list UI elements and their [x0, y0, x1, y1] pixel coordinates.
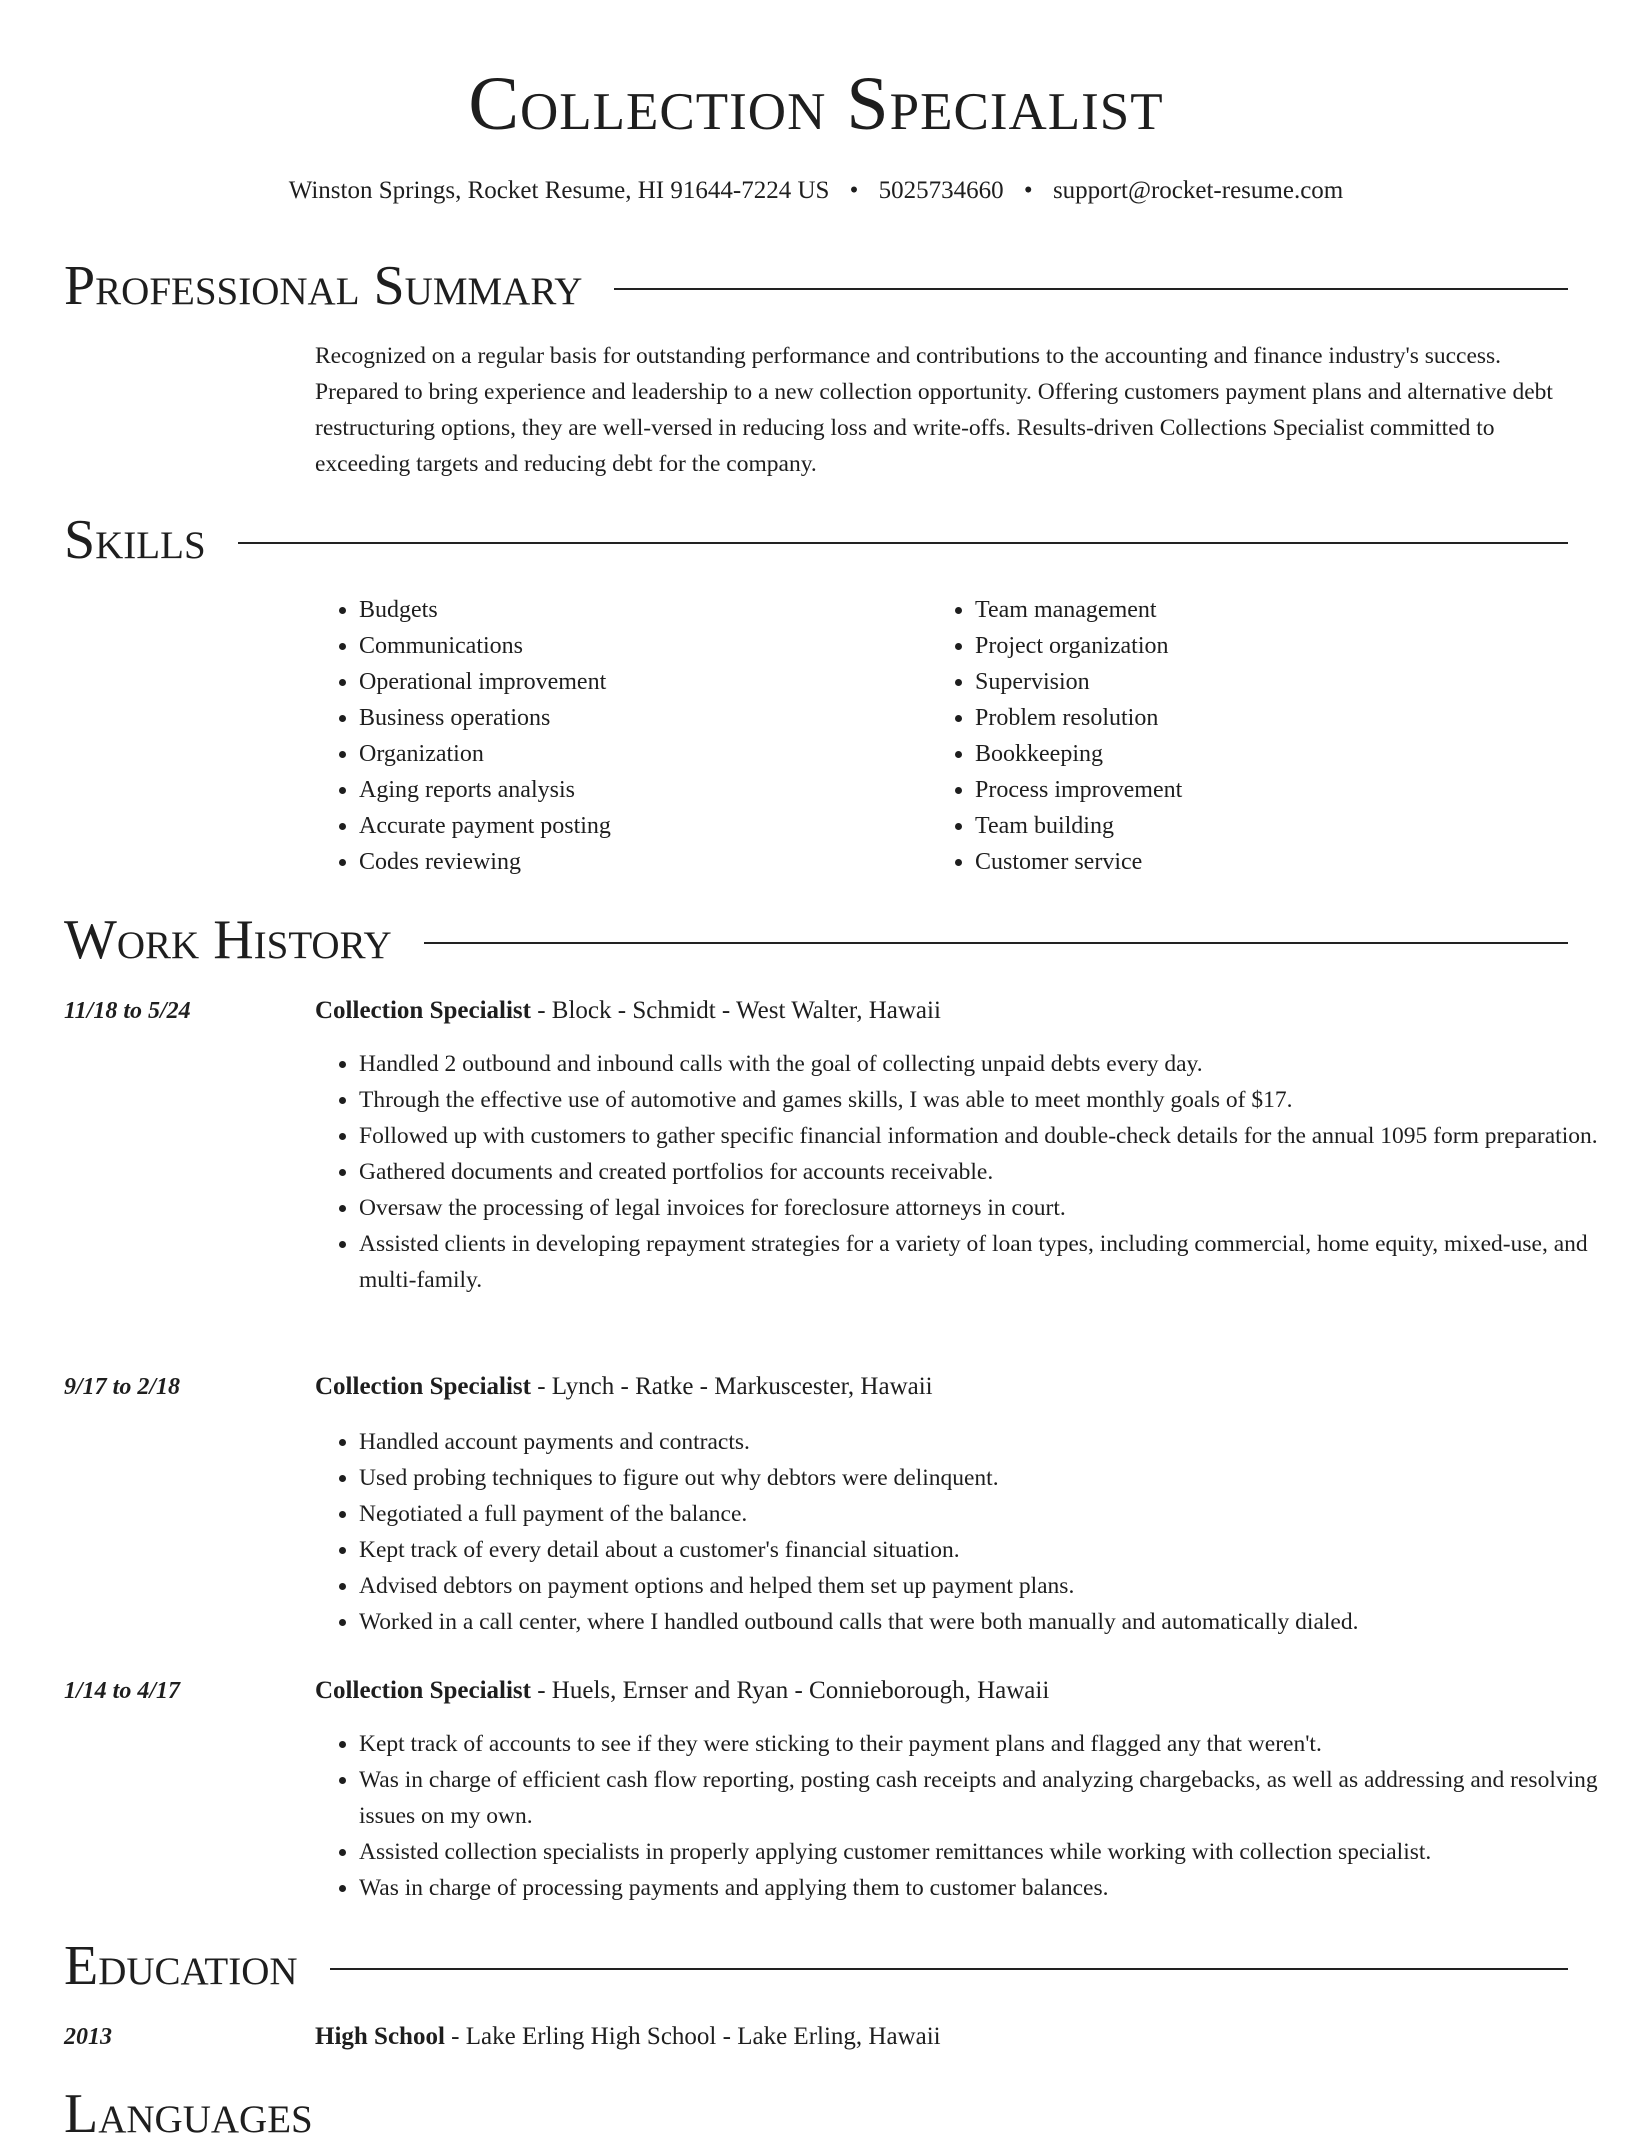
job-bullet: • Was in charge of processing payments and applying them to customer balances. — [359, 1870, 1619, 1906]
skill-item: • Customer service — [975, 844, 1182, 880]
work-section-title: Work History — [64, 909, 392, 971]
job-date: 11/18 to 5/24 — [64, 998, 191, 1024]
skill-item: • Communications — [359, 628, 611, 664]
education-degree: High School — [315, 2023, 445, 2050]
job-date: 9/17 to 2/18 — [64, 1374, 181, 1400]
skill-item: • Project organization — [975, 628, 1182, 664]
education-section-header — [64, 1934, 1568, 1998]
job-bullet: • Handled account payments and contracts. — [359, 1424, 1619, 1460]
job-bullet: • Oversaw the processing of legal invoices for foreclosure attorneys in court. — [359, 1190, 1619, 1226]
job-bullet: • Negotiated a full payment of the balance. — [359, 1496, 1619, 1532]
job-bullet-list — [315, 1046, 1619, 1298]
languages-section-title: Languages — [64, 2083, 313, 2145]
job-bullet: • Advised debtors on payment options and helped them set up payment plans. — [359, 1568, 1619, 1604]
job-bullet-list — [315, 1424, 1619, 1640]
skill-item: • Accurate payment posting — [359, 808, 611, 844]
contact-address: Winston Springs, Rocket Resume, HI 91644-7224 US — [288, 177, 830, 204]
job-employer: - Huels, Ernser and Ryan - Connieborough, Hawaii — [530, 1677, 1050, 1704]
job-bullet-list — [315, 1726, 1619, 1906]
contact-separator: • — [849, 177, 859, 204]
candidate-name: Collection Specialist — [468, 62, 1164, 146]
job-bullet: • Through the effective use of automotive and games skills, I was able to meet monthly goals of $17. — [359, 1082, 1619, 1118]
job-bullet: • Assisted clients in developing repayment strategies for a variety of loan types, including commercial, home equity, mixed-use, and multi-family. — [359, 1226, 1619, 1298]
skill-item: • Team management — [975, 592, 1182, 628]
skill-item: • Bookkeeping — [975, 736, 1182, 772]
skill-item: • Organization — [359, 736, 611, 772]
job-heading — [315, 1673, 1049, 1709]
education-heading — [315, 2019, 941, 2055]
job-bullet: • Gathered documents and created portfolios for accounts receivable. — [359, 1154, 1619, 1190]
skills-list-right — [931, 592, 1182, 880]
skill-item: • Supervision — [975, 664, 1182, 700]
job-date: 1/14 to 4/17 — [64, 1678, 181, 1704]
job-title: Collection Specialist — [315, 997, 531, 1024]
education-section-title: Education — [64, 1935, 298, 1997]
education-school: - Lake Erling High School - Lake Erling, Hawaii — [444, 2023, 941, 2050]
job-bullet: • Used probing techniques to figure out why debtors were delinquent. — [359, 1460, 1619, 1496]
job-bullet: • Followed up with customers to gather specific financial information and double-check details for the annual 1095 form preparation. — [359, 1118, 1619, 1154]
contact-line — [0, 174, 1632, 208]
summary-text: Recognized on a regular basis for outstanding performance and contributions to the accounting and finance industry's success. Prepared to bring experience and leadership to a new collection opportunity. Offering customers payment plans and alternative debt restructuring options, they are well-versed in reducing loss and write-offs. Results-driven Collections Specialist committed to exceeding targets and reducing debt for the company. — [315, 343, 1553, 477]
contact-phone: 5025734660 — [878, 177, 1004, 204]
job-bullet: • Assisted collection specialists in properly applying customer remittances while working with collection specialist. — [359, 1834, 1619, 1870]
job-employer: - Block - Schmidt - West Walter, Hawaii — [530, 997, 941, 1024]
section-divider — [330, 1968, 1568, 1970]
skill-item: • Operational improvement — [359, 664, 611, 700]
skill-item: • Process improvement — [975, 772, 1182, 808]
job-bullet: • Kept track of every detail about a customer's financial situation. — [359, 1532, 1619, 1568]
job-bullet: • Was in charge of efficient cash flow reporting, posting cash receipts and analyzing chargebacks, as well as addressing and resolving issues on my own. — [359, 1762, 1619, 1834]
section-divider — [614, 288, 1568, 290]
skill-item: • Aging reports analysis — [359, 772, 611, 808]
job-bullet: • Handled 2 outbound and inbound calls with the goal of collecting unpaid debts every day. — [359, 1046, 1619, 1082]
skill-item: • Budgets — [359, 592, 611, 628]
section-divider — [424, 942, 1568, 944]
summary-section-header — [64, 254, 1568, 318]
skills-list-left — [315, 592, 611, 880]
skills-section-title: Skills — [64, 509, 206, 571]
skill-item: • Business operations — [359, 700, 611, 736]
job-bullet: • Kept track of accounts to see if they were sticking to their payment plans and flagged any that weren't. — [359, 1726, 1619, 1762]
skills-section-header — [64, 508, 1568, 572]
job-heading — [315, 993, 941, 1029]
job-title: Collection Specialist — [315, 1373, 531, 1400]
work-section-header — [64, 908, 1568, 972]
skill-item: • Problem resolution — [975, 700, 1182, 736]
section-divider — [238, 542, 1568, 544]
contact-separator: • — [1023, 177, 1033, 204]
job-title: Collection Specialist — [315, 1677, 531, 1704]
job-heading — [315, 1369, 933, 1405]
summary-section-title: Professional Summary — [64, 255, 583, 317]
job-employer: - Lynch - Ratke - Markuscester, Hawaii — [530, 1373, 933, 1400]
skill-item: • Team building — [975, 808, 1182, 844]
languages-section-header — [64, 2082, 1568, 2146]
job-bullet: • Worked in a call center, where I handled outbound calls that were both manually and automatically dialed. — [359, 1604, 1619, 1640]
skill-item: • Codes reviewing — [359, 844, 611, 880]
contact-email: support@rocket-resume.com — [1052, 177, 1344, 204]
education-date: 2013 — [64, 2024, 112, 2050]
